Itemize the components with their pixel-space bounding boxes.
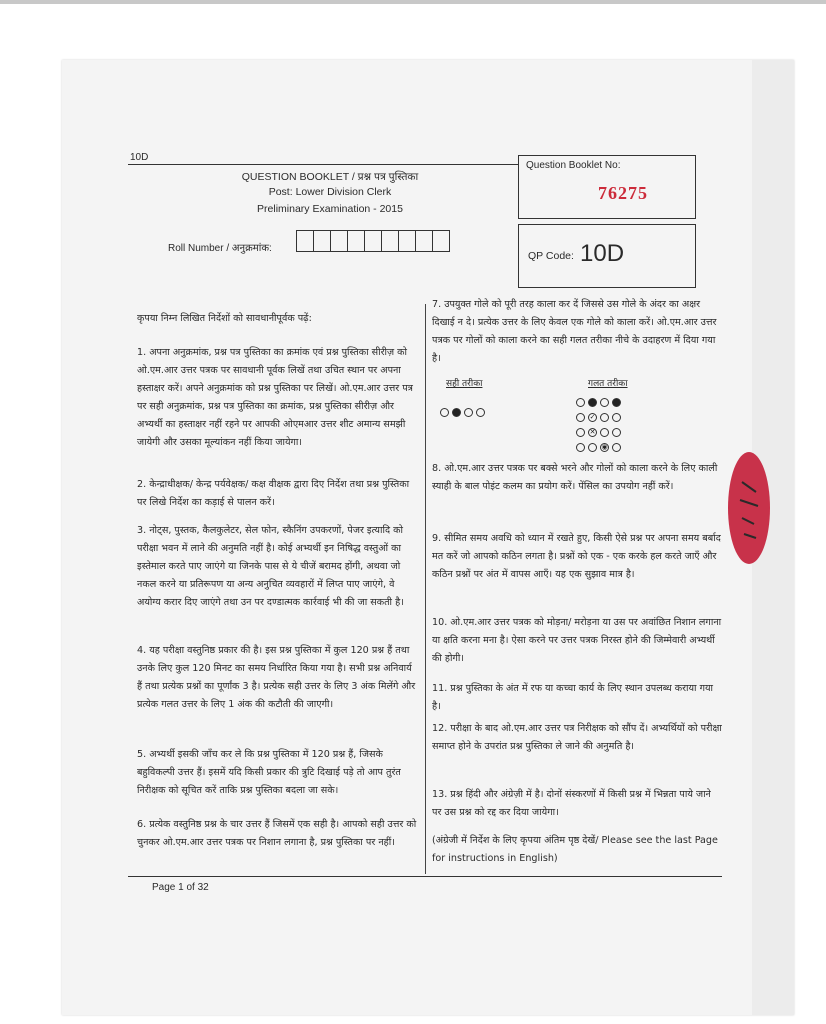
instruction-5: 5. अभ्यर्थी इसकी जाँच कर ले कि प्रश्न पुस्तिका में 120 प्रश्न हैं, जिसके बहुविकल्पी उत्तर हैं। इसमें यदि किसी प्रकार की त्रुटि दिखाई पड़े तो आप तुरंत निरीक्षक को सूचित करें ताकि प्रश्न पुस्तिका बदला जा सके।	[137, 749, 401, 796]
instruction-10: 10. ओ.एम.आर उत्तर पत्रक को मोड़ना/ मरोड़ना या उस पर अवांछित निशान लगाना या क्षति करना मना है। ऐसा करने पर उत्तर पत्रक निरस्त होने की जिम्मेवारी अभ्यर्थी की होगी।	[432, 617, 722, 664]
english-instructions-note: (अंग्रेजी में निर्देश के लिए कृपया अंतिम पृष्ठ देखें/ Please see the last Page for instructions in English)	[432, 835, 718, 864]
booklet-code: 10D	[130, 152, 149, 163]
instruction-2: 2. केन्द्राधीक्षक/ केन्द्र पर्यवेक्षक/ कक्ष वीक्षक द्वारा दिए निर्देश तथा प्रश्न पुस्तिका पर लिखे निर्देश का कड़ाई से पालन करें।	[137, 479, 410, 508]
correct-bubble-example	[440, 402, 488, 421]
instruction-6: 6. प्रत्येक वस्तुनिष्ठ प्रश्न के चार उत्तर हैं जिसमें एक सही है। आपको सही उत्तर को चुनकर ओ.एम.आर उत्तर पत्रक पर निशान लगाना है, प्रश्न पुस्तिका पर नहीं।	[137, 819, 417, 848]
booklet-number-label: Question Booklet No:	[526, 160, 621, 171]
roll-digit-box	[348, 230, 365, 252]
bubble-filled	[612, 398, 621, 407]
post-title: Post: Lower Division Clerk	[268, 186, 392, 198]
header-rule	[128, 164, 518, 165]
wrong-bubble-examples	[576, 394, 624, 454]
wrong-method-label: गलत तरीका	[588, 379, 628, 389]
roll-digit-box	[416, 230, 433, 252]
instruction-1: 1. अपना अनुक्रमांक, प्रश्न पत्र पुस्तिका का क्रमांक एवं प्रश्न पुस्तिका सीरीज़ को ओ.एम.आर उत्तर पत्रक पर सावधानी पूर्वक लिखें तथा उचित स्थान पर अपना हस्ताक्षर करें। अपने अनुक्रमांक को प्रश्न पुस्तिका पर लिखें। ओ.एम.आर उत्तर पत्र पर सही अनुक्रमांक, प्रश्न पत्र पुस्तिका का क्रमांक, प्रश्न पुस्तिका सीरीज़ और अभ्यर्थी का हस्ताक्षर नहीं रहने पर आपकी ओएमआर उत्तर शीट अमान्य समझी जायेगी और उसका मूल्यांकन नहीं किया जायेगा।	[137, 347, 413, 448]
exam-title: Preliminary Examination - 2015	[257, 203, 403, 215]
booklet-title: QUESTION BOOKLET / प्रश्न पत्र पुस्तिका	[241, 171, 419, 183]
instruction-4: 4. यह परीक्षा वस्तुनिष्ठ प्रकार की है। इस प्रश्न पुस्तिका में कुल 120 प्रश्न हैं तथा उनके लिए कुल 120 मिनट का समय निर्धारित किया गया है। सभी प्रश्न अनिवार्य हैं तथा प्रत्येक प्रश्नों का पूर्णांक 3 है। प्रत्येक सही उत्तर के लिए 3 अंक मिलेंगे और प्रत्येक गलत उत्तर के लिए 1 अंक की कटौती की जाएगी।	[137, 645, 416, 710]
roll-digit-box	[399, 230, 416, 252]
instruction-3: 3. नोट्स, पुस्तक, कैलकुलेटर, सेल फोन, स्कैनिंग उपकरणों, पेजर इत्यादि को परीक्षा भवन में लाने की अनुमति नहीं है। कोई अभ्यर्थी इन निषिद्ध वस्तुओं का इस्तेमाल करते पाए जाएंगे या जिनके पास से ये चीजें बरामद होंगी, अथवा जो नकल करने या प्रतिरूपण या अन्य अनुचित व्यवहारों में लिप्त पाए जाएंगे, वे अयोग्य करार दिए जाएंगे तथा उन पर दण्डात्मक कार्रवाई भी की जा सकती है।	[137, 525, 404, 608]
instructions-heading: कृपया निम्न लिखित निर्देशों को सावधानीपूर्वक पढ़ें:	[137, 313, 312, 324]
seal-stamp-icon	[728, 452, 770, 564]
bubble-empty	[612, 428, 621, 437]
column-divider	[425, 304, 426, 874]
instruction-13: 13. प्रश्न हिंदी और अंग्रेज़ी में है। दोनों संस्करणों में किसी प्रश्न में भिन्नता पाये जाने पर उस प्रश्न को रद्द कर दिया जायेगा।	[432, 789, 711, 818]
bubble-empty	[576, 443, 585, 452]
bubble-empty	[600, 398, 609, 407]
bubble-empty	[612, 413, 621, 422]
instruction-9: 9. सीमित समय अवधि को ध्यान में रखते हुए, किसी ऐसे प्रश्न पर अपना समय बर्बाद मत करें जो आपको कठिन लगता है। प्रश्नों को एक - एक करके हल करते जाएँ और कठिन प्रश्नों पर अंत में वापस आएँ। यह एक सुझाव मात्र है।	[432, 533, 721, 580]
bubble-empty	[600, 413, 609, 422]
bubble-empty	[576, 428, 585, 437]
instruction-7: 7. उपयुक्त गोले को पूरी तरह काला कर दें जिससे उस गोले के अंदर का अक्षर दिखाई न दे। प्रत्येक उत्तर के लिए केवल एक गोले को काला करें। ओ.एम.आर उत्तर पत्रक पर गोलों को काला करने का सही गलत तरीका नीचे के उदाहरण में दिया गया है।	[432, 299, 717, 364]
bubble-tick-icon: ✓	[589, 413, 596, 421]
instruction-8: 8. ओ.एम.आर उत्तर पत्रक पर बक्से भरने और गोलों को काला करने के लिए काली स्याही के बाल पोइंट कलम का प्रयोग करें। पेंसिल का उपयोग नहीं करें।	[432, 463, 718, 492]
qp-code-value: 10D	[580, 240, 625, 267]
viewer-top-border	[0, 0, 826, 4]
bubble-empty	[476, 408, 485, 417]
bubble-filled	[588, 398, 597, 407]
footer-rule	[128, 876, 722, 877]
roll-number-boxes	[296, 230, 450, 252]
bubble-empty	[440, 408, 449, 417]
page-number: Page 1 of 32	[152, 882, 209, 893]
roll-digit-box	[331, 230, 348, 252]
correct-method-label: सही तरीका	[446, 379, 483, 389]
bubble-empty	[600, 428, 609, 437]
bubble-empty	[612, 443, 621, 452]
bubble-filled	[452, 408, 461, 417]
bubble-dot-icon: ◉	[601, 443, 608, 451]
roll-digit-box	[365, 230, 382, 252]
bubble-cross-icon: ✕	[589, 428, 596, 436]
instruction-12: 12. परीक्षा के बाद ओ.एम.आर उत्तर पत्र निरीक्षक को सौंप दें। अभ्यर्थियों को परीक्षा समाप्त होने के उपरांत प्रश्न पुस्तिका ले जाने की अनुमति है।	[432, 723, 722, 752]
qp-code-label: QP Code:	[528, 250, 574, 262]
bubble-empty	[576, 413, 585, 422]
bubble-empty	[464, 408, 473, 417]
roll-digit-box	[296, 230, 314, 252]
bubble-empty	[576, 398, 585, 407]
roll-number-label: Roll Number / अनुक्रमांक:	[168, 243, 272, 254]
roll-digit-box	[314, 230, 331, 252]
instruction-11: 11. प्रश्न पुस्तिका के अंत में रफ या कच्चा कार्य के लिए स्थान उपलब्ध कराया गया है।	[432, 683, 714, 712]
bubble-empty	[588, 443, 597, 452]
roll-digit-box	[382, 230, 399, 252]
roll-digit-box	[433, 230, 450, 252]
booklet-number-value: 76275	[598, 183, 648, 203]
